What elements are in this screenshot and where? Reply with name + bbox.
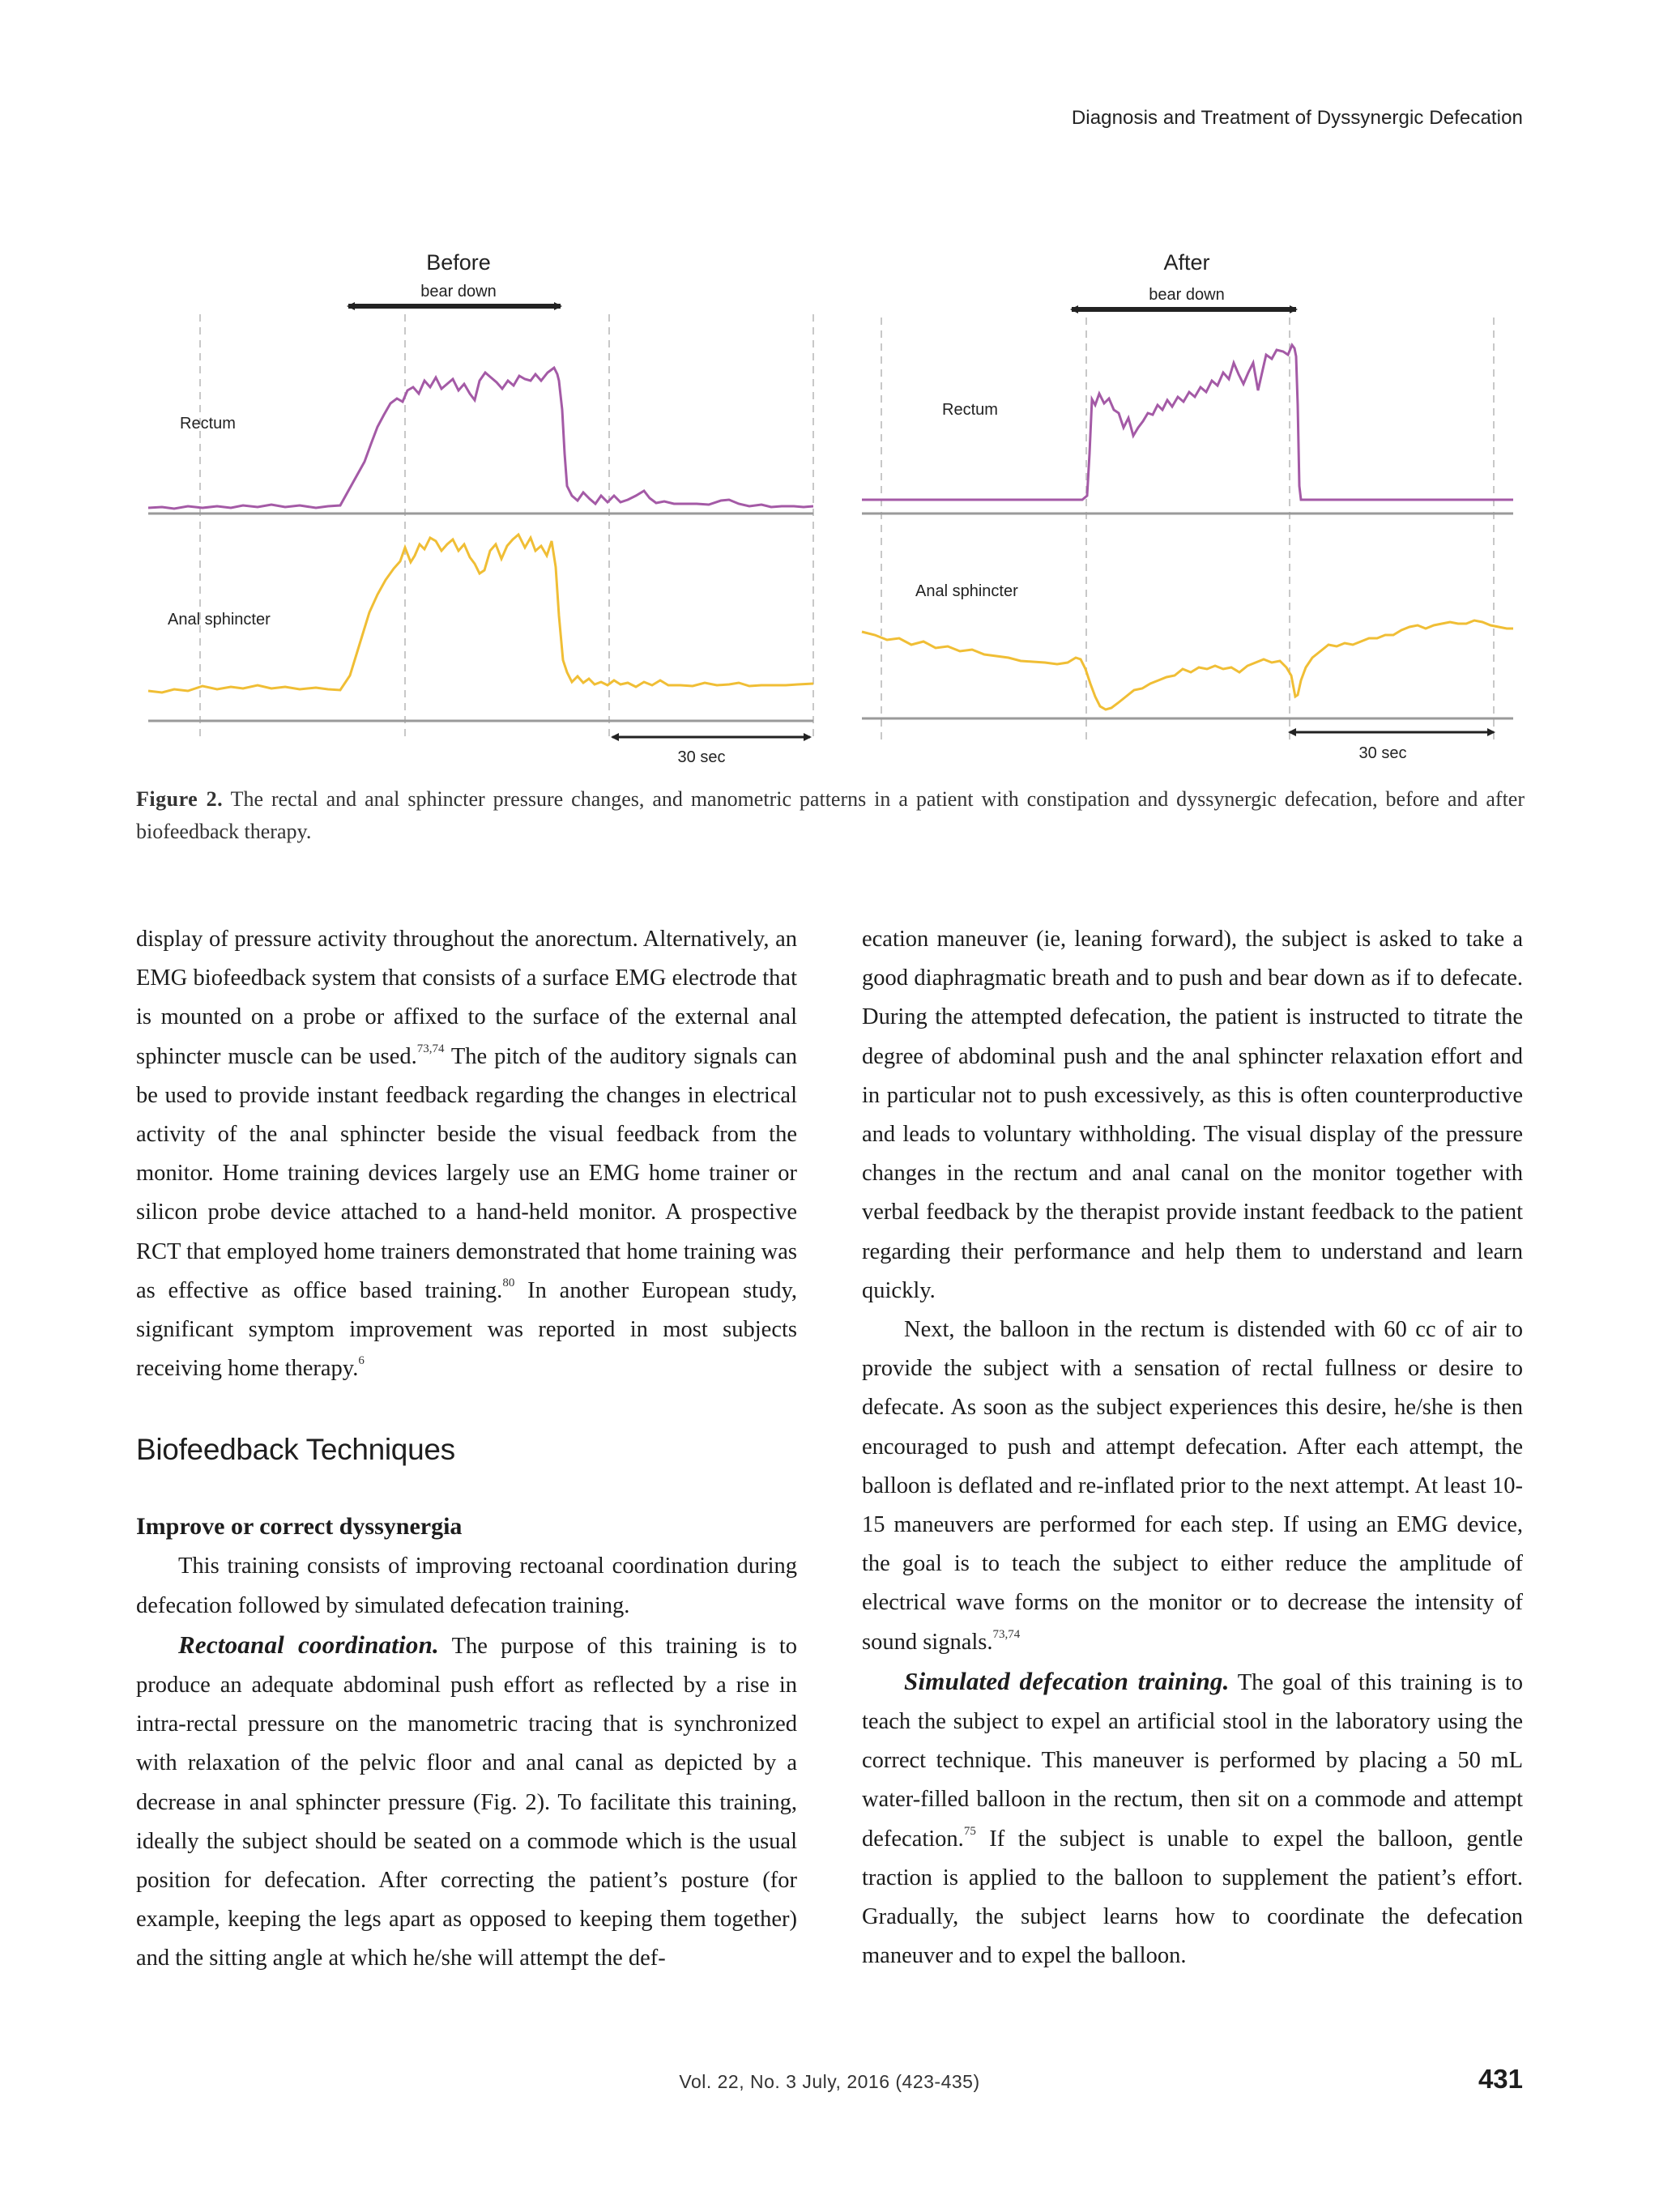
right-paragraph-2: [862, 1311, 1523, 1662]
right-paragraph-3: [862, 1662, 1523, 1976]
panel-before: [148, 250, 813, 766]
figure-caption-text: The rectal and anal sphincter pressure changes, and manometric patterns in a patient with constipation and dyssynergic defecation, before and after biofeedback therapy.: [136, 787, 1525, 843]
figure-2-manometry: [0, 0, 1659, 778]
rectum-trace-before: [148, 368, 813, 509]
run-in-simulated-defecation: Simulated defecation training.: [904, 1666, 1230, 1695]
right-p2-text: Next, the balloon in the rectum is distended with 60 cc of air to provide the subject with a sensation of rectal fullness or desire to defecate. As soon as the subject experiences this desire, he/she is then encouraged to push and attempt defecation. After each attempt, the balloon is deflated and re-inflated prior to the next attempt. At least 10-15 maneuvers are performed for each step. If using an EMG device, the goal is to teach the subject to either reduce the amplitude of electrical wave forms on the monitor or to decrease the intensity of sound signals.: [862, 1317, 1523, 1655]
left-p3-text: The purpose of this training is to produce an adequate abdominal push effort as reflected by a rise in intra-rectal pressure on the manometric tracing that is synchronized with relaxation of the pelvic floor and anal canal as depicted by a decrease in anal sphincter pressure (Fig. 2). To facilitate this training, ideally the subject should be seated on a commode which is the usual position for defecation. After correcting the patient’s posture (for example, keeping the legs apart as opposed to keeping them together) and the sitting angle at which he/she will attempt the def-: [136, 1633, 797, 1971]
left-p1-text-b: The pitch of the auditory signals can be used to provide instant feedback regarding the changes in electrical activity of the anal sphincter beside the visual feedback from the monitor. Home training devices largely use an EMG home trainer or silicon probe device attached to a hand-held monitor. A prospective RCT that employed home trainers demonstrated that home training was as effective as office based training.: [136, 1043, 797, 1303]
time-scale-label-before: 30 sec: [677, 748, 726, 766]
citation-75: 75: [963, 1824, 976, 1838]
panel-after: [862, 250, 1513, 762]
left-paragraph-1: [136, 920, 797, 1388]
panel-before-bear-down-label: bear down: [420, 283, 497, 300]
running-head: Diagnosis and Treatment of Dyssynergic Defecation: [1071, 107, 1523, 129]
figure-caption: [136, 783, 1525, 848]
right-p3-text-b: If the subject is unable to expel the balloon, gentle traction is applied to the balloon to supplement the patient’s effort. Gradually, the subject learns how to coordinate the defecation maneuver and to expel the balloon.: [862, 1826, 1523, 1969]
panel-before-title: Before: [426, 250, 491, 275]
time-scale-label-after: 30 sec: [1358, 744, 1407, 762]
citation-6: 6: [358, 1354, 365, 1368]
rectum-label-before: Rectum: [180, 415, 236, 433]
page-number: 431: [1478, 2064, 1523, 2094]
run-in-rectoanal-coordination: Rectoanal coordination.: [178, 1630, 439, 1659]
left-p1-text-a: display of pressure activity throughout the anorectum. Alternatively, an EMG biofeedback system that consists of a surface EMG electrode that is mounted on a probe or affixed to the surface of the external anal sphincter muscle can be used.: [136, 927, 797, 1069]
right-column: [862, 920, 1523, 1975]
left-p1-text-c: In another European study, significant symptom improvement was reported in most subjects receiving home therapy.: [136, 1277, 798, 1382]
panel-after-bear-down-label: bear down: [1149, 286, 1225, 304]
figure-caption-label: Figure 2.: [136, 787, 224, 811]
left-paragraph-2: This training consists of improving rectoanal coordination during defecation followed by simulated defecation training.: [136, 1554, 797, 1618]
panel-after-title: After: [1163, 250, 1210, 275]
citation-80: 80: [502, 1276, 515, 1289]
grid-dashes-after: [881, 318, 1494, 741]
right-p3-text-a: The goal of this training is to teach the subject to expel an artificial stool in the laboratory using the correct technique. This maneuver is performed by placing a 50 mL water-filled balloon in the rectum, then sit on a commode and attempt defecation.: [862, 1669, 1523, 1852]
rectum-trace-after: [862, 345, 1513, 500]
citation-73-74: 73,74: [416, 1042, 445, 1055]
footer-volume-info: Vol. 22, No. 3 July, 2016 (423-435): [679, 2071, 980, 2092]
rectum-label-after: Rectum: [942, 401, 998, 419]
sphincter-label-before: Anal sphincter: [168, 611, 271, 629]
sphincter-label-after: Anal sphincter: [915, 582, 1018, 600]
grid-dashes-before: [200, 314, 813, 741]
right-paragraph-1: ecation maneuver (ie, leaning forward), the subject is asked to take a good diaphragmatic breath and to push and bear down as if to defecate. During the attempted defecation, the patient is instructed to titrate the degree of abdominal push and the anal sphincter relaxation effort and in particular not to push excessively, as this is often counterproductive and leads to voluntary withholding. The visual display of the pressure changes in the rectum and anal canal on the monitor together with verbal feedback by the therapist provide instant feedback to the patient regarding their performance and help them to understand and learn quickly.: [862, 927, 1523, 1303]
citation-73-74-b: 73,74: [992, 1627, 1021, 1641]
subsection-heading-dyssynergia: Improve or correct dyssynergia: [136, 1513, 463, 1541]
left-paragraph-3: [136, 1626, 797, 1979]
left-column: [136, 920, 797, 1979]
section-heading-biofeedback-techniques: Biofeedback Techniques: [136, 1433, 455, 1467]
sphincter-trace-after: [862, 620, 1513, 710]
